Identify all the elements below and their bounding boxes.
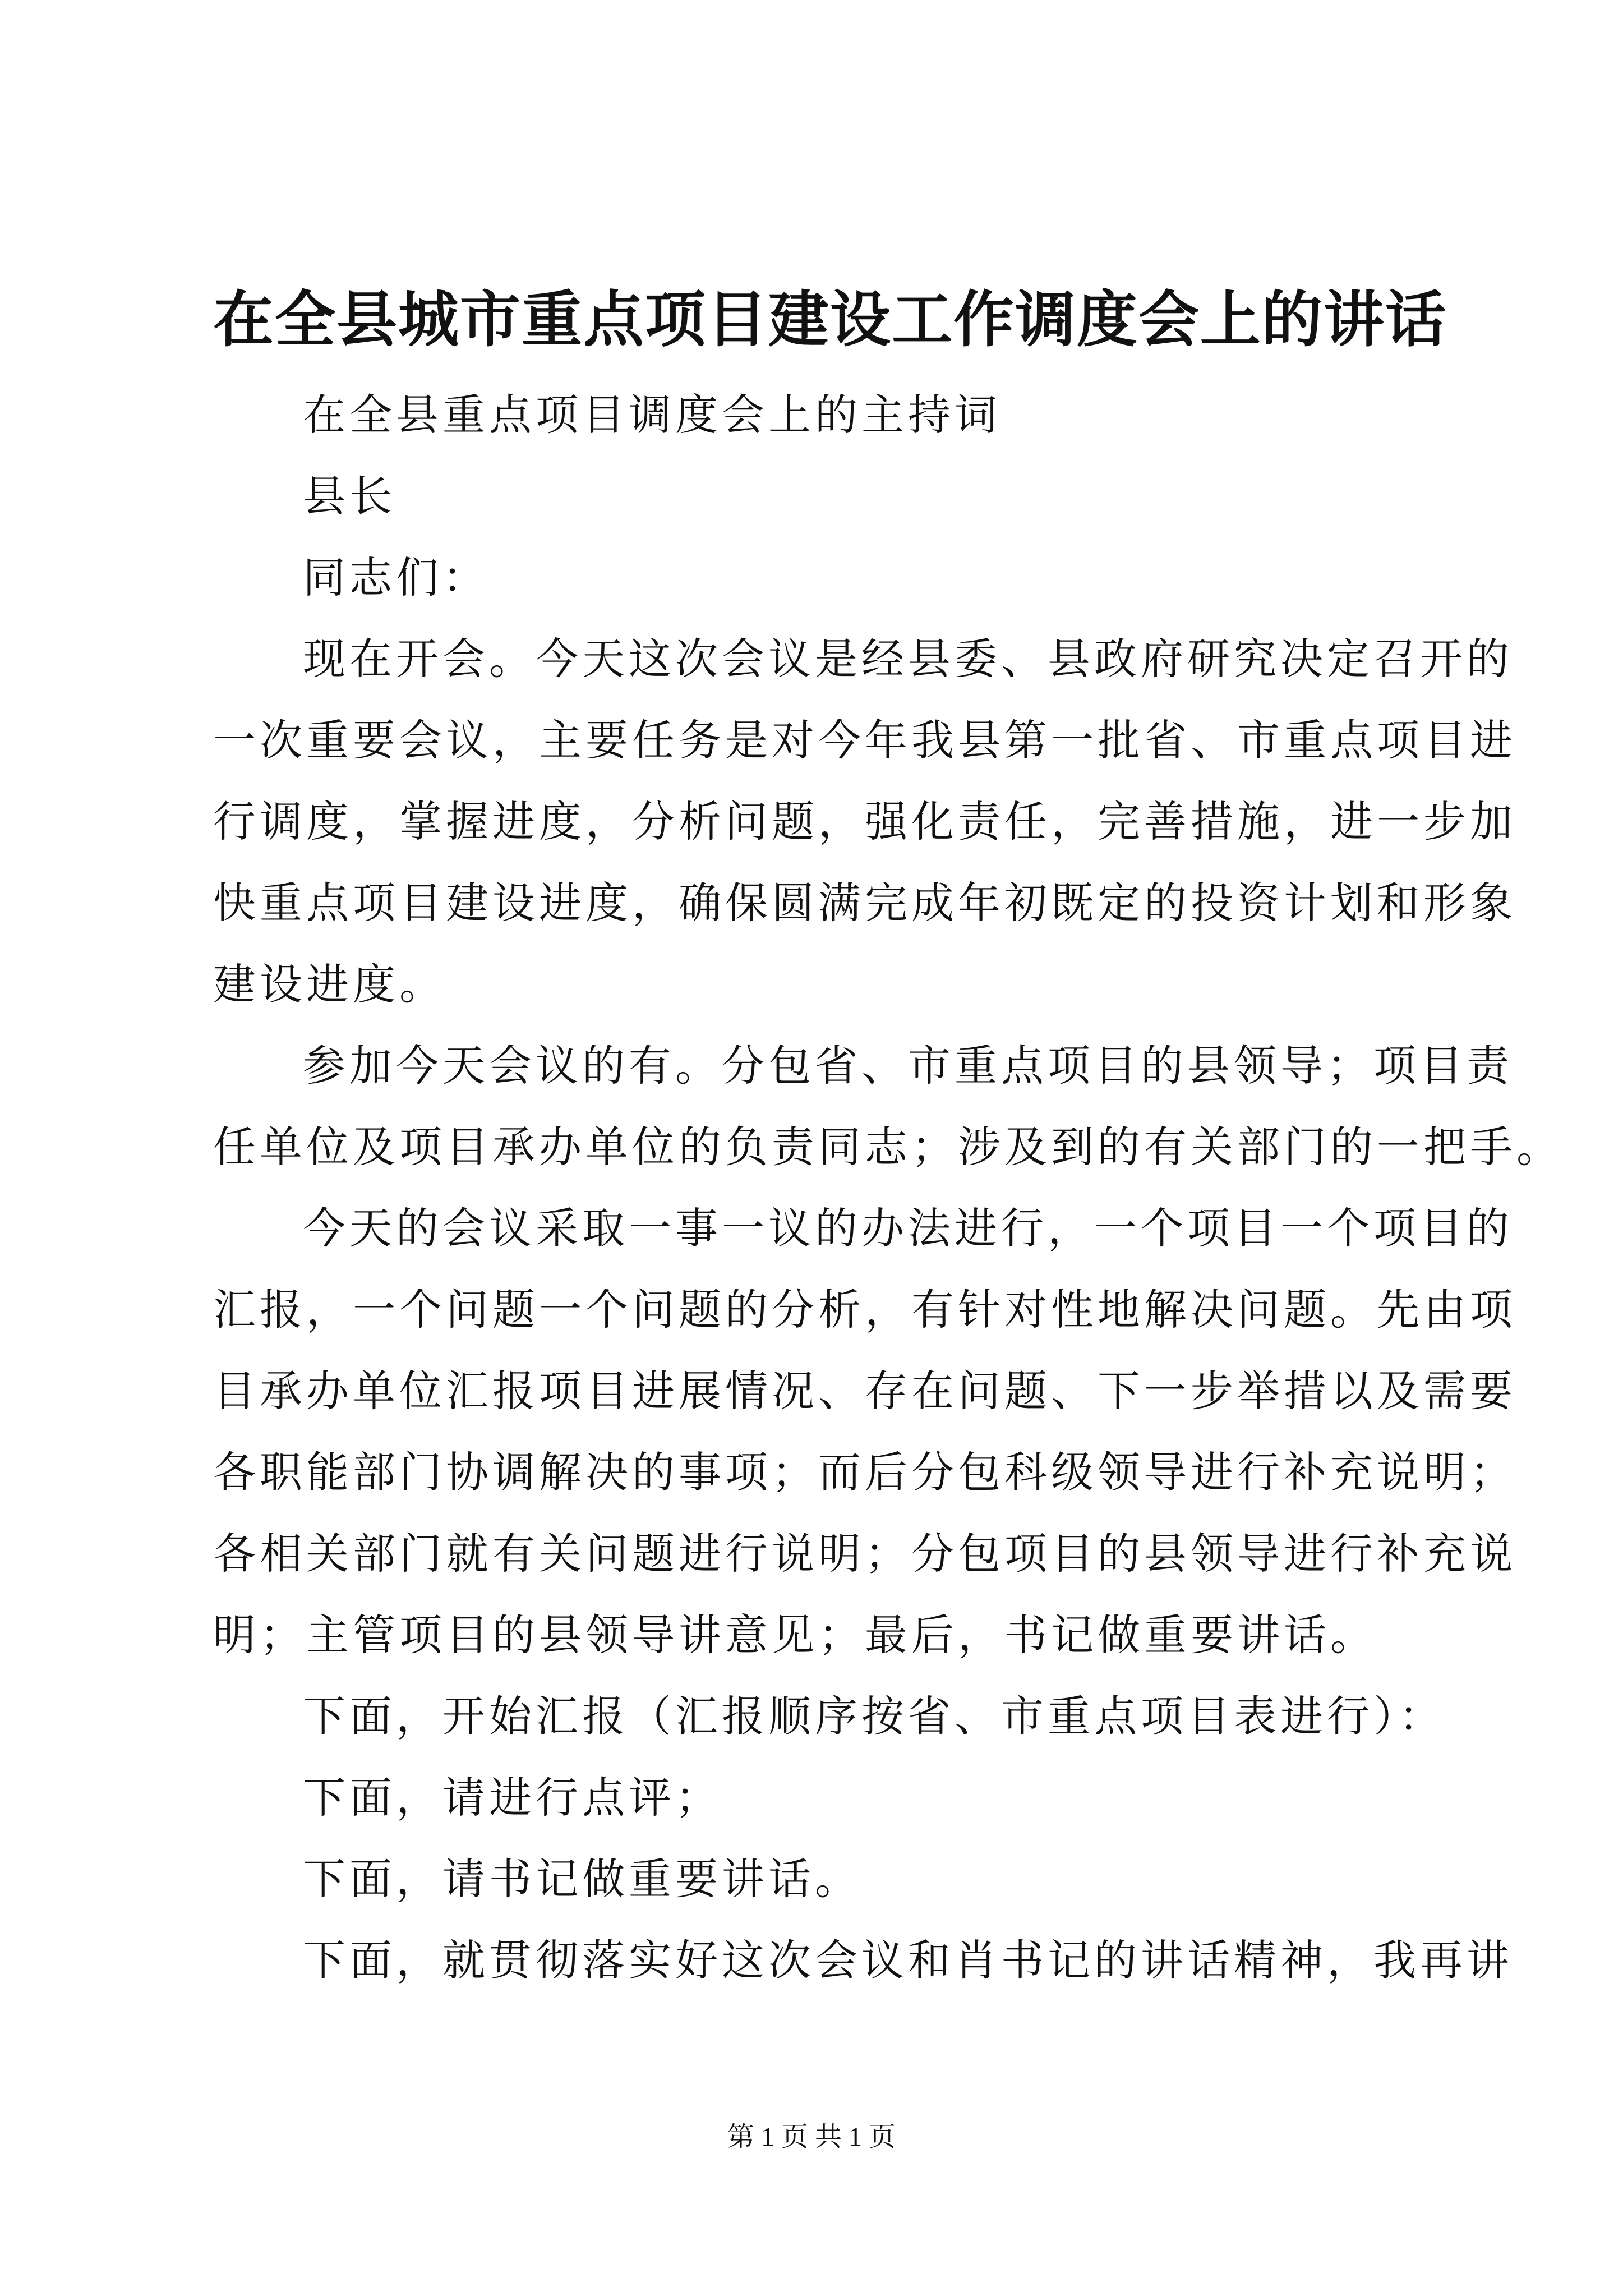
paragraph-6-line-1: 下面，请书记做重要讲话。 (303, 1854, 861, 1904)
subtitle: 在全县重点项目调度会上的主持词 (303, 390, 1001, 440)
paragraph-2-line-2: 任单位及项目承办单位的负责同志；涉及到的有关部门的一把手。 (213, 1122, 1563, 1172)
speaker-label: 县长 (303, 471, 396, 521)
paragraph-3-line-1: 今天的会议采取一事一议的办法进行，一个项目一个项目的 (303, 1203, 1513, 1253)
paragraph-1-line-3: 行调度，掌握进度，分析问题，强化责任，完善措施，进一步加 (213, 797, 1516, 846)
paragraph-3-line-6: 明；主管项目的县领导讲意见；最后，书记做重要讲话。 (213, 1610, 1377, 1660)
paragraph-1-line-1: 现在开会。今天这次会议是经县委、县政府研究决定召开的 (303, 634, 1513, 684)
page-number-footer: 第 1 页 共 1 页 (727, 2122, 896, 2152)
paragraph-1-line-2: 一次重要会议，主要任务是对今年我县第一批省、市重点项目进 (213, 715, 1516, 765)
paragraph-5-line-1: 下面，请进行点评； (303, 1773, 722, 1823)
paragraph-4-line-1: 下面，开始汇报（汇报顺序按省、市重点项目表进行）： (303, 1691, 1445, 1741)
paragraph-3-line-4: 各职能部门协调解决的事项；而后分包科级领导进行补充说明； (213, 1447, 1516, 1497)
paragraph-1-line-4: 快重点项目建设进度，确保圆满完成年初既定的投资计划和形象 (213, 878, 1516, 928)
paragraph-3-line-5: 各相关部门就有关问题进行说明；分包项目的县领导进行补充说 (213, 1529, 1516, 1579)
document-title: 在全县城市重点项目建设工作调度会上的讲话 (213, 284, 1447, 355)
paragraph-3-line-3: 目承办单位汇报项目进展情况、存在问题、下一步举措以及需要 (213, 1366, 1516, 1416)
paragraph-1-line-5: 建设进度。 (213, 959, 446, 1009)
paragraph-7-line-1: 下面，就贯彻落实好这次会议和肖书记的讲话精神，我再讲 (303, 1935, 1513, 1985)
paragraph-3-line-2: 汇报，一个问题一个问题的分析，有针对性地解决问题。先由项 (213, 1285, 1516, 1335)
greeting: 同志们： (303, 553, 489, 602)
paragraph-2-line-1: 参加今天会议的有。分包省、市重点项目的县领导；项目责 (303, 1041, 1513, 1091)
